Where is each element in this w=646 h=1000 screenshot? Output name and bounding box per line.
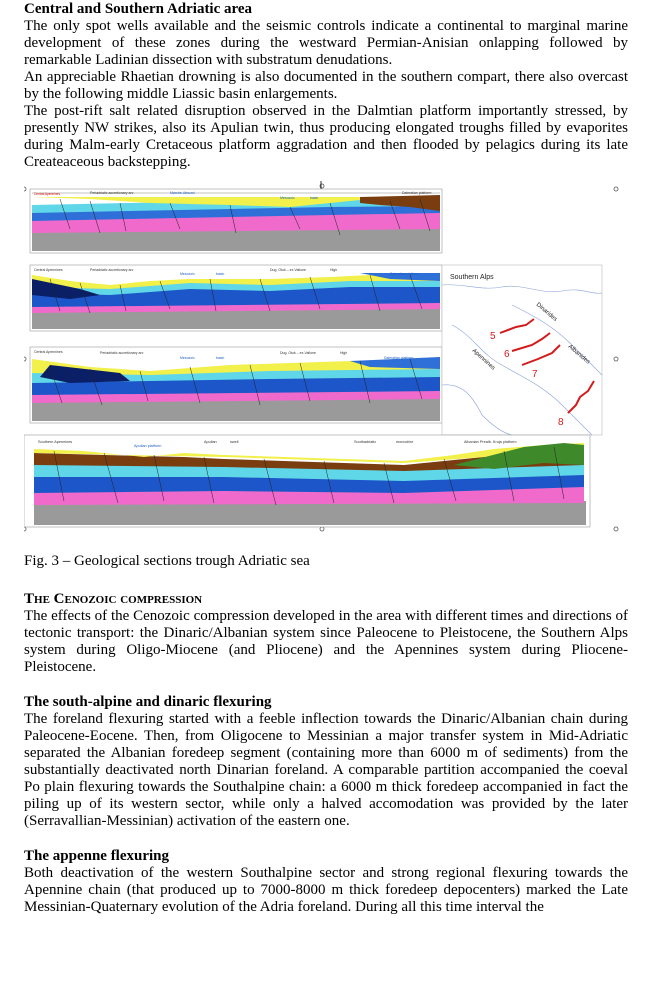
section-3-label-left: Central Apennines [34,350,63,354]
section-1-label: basin [310,196,319,200]
map-label-albanides: Albanides [566,343,591,366]
paragraph: An appreciable Rhaetian drowning is also documented in the southern compart, there also overcast by the following middle Liassic basin enlargements. [24,69,628,102]
section-4-label: Southadriatic [354,440,377,444]
section-heading-south-alpine-dinaric: The south-alpine and dinaric flexuring [24,694,272,710]
section-3-label: High [340,351,348,355]
map-number-8: 8 [558,417,564,428]
section-4-label: Albanian Prealb. Kruja platform [464,440,517,444]
heading-initial: T [24,591,35,607]
map-title: Southern Alps [450,274,494,281]
geological-sections-figure [24,181,628,549]
map-label-apennines: Apennines [470,348,496,372]
section-1-label: Mesozoic [280,196,295,200]
section-heading-central-southern-adriatic: Central and Southern Adriatic area [24,1,253,17]
paragraph: The foreland flexuring started with a feeble inflection towards the Dinaric/Albanian chain during Paleocene-Eocene. Then, from Oligocene to Messinian a major transfer system in Mid-Adriatic separated the Albanian foredeep segment (containing more than 6000 m of sediments) from the substantially deactivated north Dinarian foreland. A comparable partition accompanied the coeval Po plain flexuring towards the Southalpine chain: a 6000 m thick foredeep accompanied in fact the piling up of its western sector, while only a halved accomodation was provided by the later (Serravallian-Messinian) activation of the eastern one. [24,711,628,829]
section-4-label: Apulian platform [134,444,162,448]
cross-section-3 [30,347,442,423]
map-number-5: 5 [490,331,496,342]
section-2-label-left: Central Apennines [34,268,63,272]
section-2-label: basin [216,272,225,276]
section-heading-cenozoic-compression [24,590,628,608]
section-1-label: Dalmatian platform [402,191,432,195]
section-4-label: monocline [396,440,414,444]
location-map [442,265,602,435]
section-3-label: basin [216,356,225,360]
heading-rest: he Cenozoic compression [34,591,203,607]
section-heading-appenne-flexuring: The appenne flexuring [24,848,170,864]
section-3-label: Dug. Otok – ex-Vallone [280,351,316,355]
section-2-label: High [330,268,338,272]
map-number-7: 7 [532,369,538,380]
cross-section-4 [24,435,590,527]
section-4-label: swell [230,440,239,444]
map-number-6: 6 [504,349,510,360]
cross-section-2 [30,265,442,331]
paragraph: The effects of the Cenozoic compression developed in the area with different times and directions of tectonic transport: the Dinaric/Albanian system since Paleocene to Pleistocene, the Southern Alps system during Oligo-Miocene (and Pliocene) and the Apennines system during Pliocene-Pleistocene. [24,608,628,675]
section-4-label: Apulian [204,440,217,444]
section-3-label: Mesozoic [180,356,195,360]
paragraph: The post-rift salt related disruption observed in the Dalmtian platform importantly stressed, by presently NW strikes, also its Apulian twin, thus producing elongated troughs filled by evaporites during Malm-early Cretaceous platform aggradation and then flooded by pelagics during its late Createaceous backstepping. [24,103,628,170]
cross-section-1 [30,189,442,253]
figure-geological-sections [24,181,628,549]
map-label-dinarides: Dinarides [534,301,558,323]
section-2-label: Mesozoic [180,272,195,276]
section-1-label-left: Central Apennines [34,192,61,196]
section-3-label: Periadriatic accretionary arc [100,351,144,355]
section-4-label-left: Southern Apennines [38,440,73,444]
paragraph: Both deactivation of the western Southalpine sector and strong regional flexuring towards the Apennine chain (that produced up to 7000-8000 m thick foredeep depocenters) marked the Late Messinian-Quaternary evolution of the Adria foreland. During all this time interval the [24,865,628,915]
section-2-label: Periadriatic accretionary arc [90,268,134,272]
section-2-label: Dalmatian platform [390,272,420,276]
figure-caption: Fig. 3 – Geological sections trough Adriatic sea [24,553,310,569]
document-page [24,0,628,916]
section-1-label: Marche-Abruzzi [170,191,195,195]
section-1-label: Periadriatic accretionary arc [90,191,134,195]
section-3-label: Dalmatian platform [384,356,414,360]
section-2-label: Dug. Otok – ex-Vallone [270,268,306,272]
paragraph: The only spot wells available and the seismic controls indicate a continental to marginal marine development of these zones during the westward Permian-Anisian onlapping followed by remarkable Ladinian dissection with substratum denudations. [24,18,628,68]
